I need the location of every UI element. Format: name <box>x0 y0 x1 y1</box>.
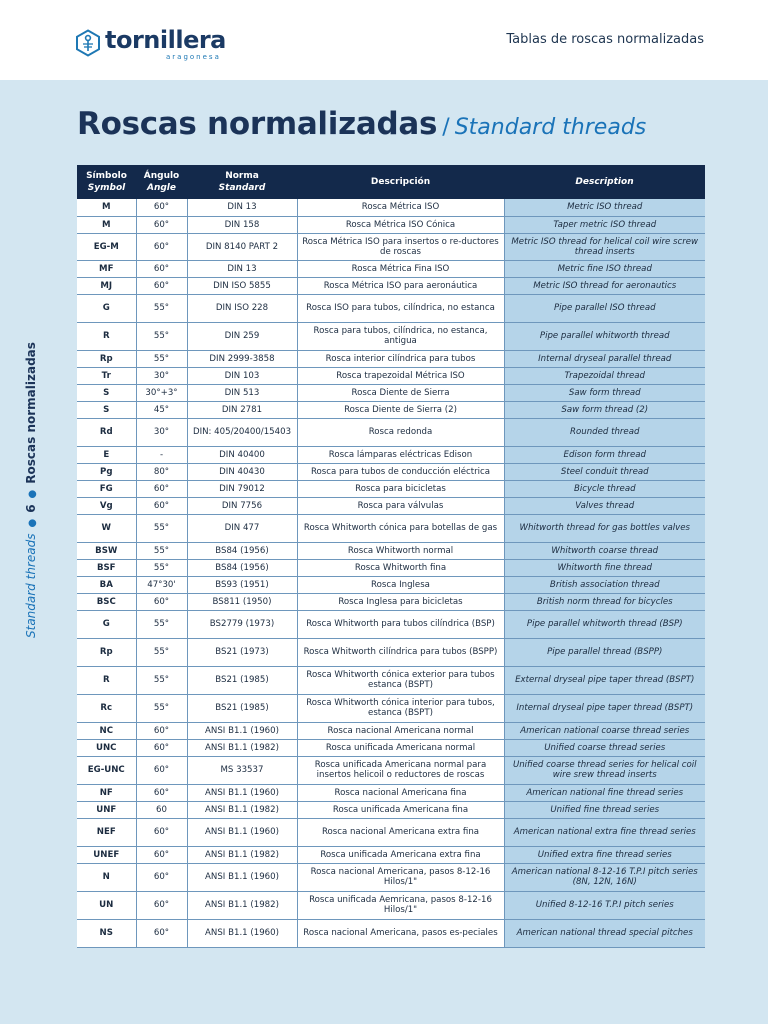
cell-angle: 60° <box>136 593 187 610</box>
cell-standard: DIN 2781 <box>187 401 297 418</box>
table-row <box>77 756 705 784</box>
cell-description-en: American national extra fine thread series <box>504 818 705 846</box>
cell-description-es: Rosca Inglesa para bicicletas <box>297 593 504 610</box>
cell-description-es: Rosca trapezoidal Métrica ISO <box>297 367 504 384</box>
cell-angle: 55° <box>136 322 187 350</box>
table-row <box>77 418 705 446</box>
cell-symbol: MJ <box>77 277 136 294</box>
cell-symbol: E <box>77 446 136 463</box>
cell-standard: BS811 (1950) <box>187 593 297 610</box>
header-standard: Norma Standard <box>187 165 297 199</box>
cell-description-es: Rosca Métrica ISO para aeronáutica <box>297 277 504 294</box>
cell-standard: DIN 7756 <box>187 497 297 514</box>
cell-description-en: Internal dryseal parallel thread <box>504 350 705 367</box>
cell-symbol: R <box>77 322 136 350</box>
cell-standard: BS93 (1951) <box>187 576 297 593</box>
threads-table <box>77 165 705 948</box>
table-row <box>77 514 705 542</box>
cell-angle: 55° <box>136 638 187 666</box>
cell-symbol: BSF <box>77 559 136 576</box>
table-row <box>77 666 705 694</box>
side-section-label <box>22 342 40 638</box>
cell-description-en: Whitworth coarse thread <box>504 542 705 559</box>
cell-angle: 60° <box>136 722 187 739</box>
cell-angle: 60° <box>136 784 187 801</box>
cell-description-es: Rosca unificada Americana fina <box>297 801 504 818</box>
cell-angle: 55° <box>136 610 187 638</box>
cell-description-es: Rosca unificada Aemricana, pasos 8-12-16 Hilos/1" <box>297 891 504 919</box>
cell-description-en: American national thread special pitches <box>504 919 705 947</box>
cell-symbol: NC <box>77 722 136 739</box>
cell-angle: 55° <box>136 350 187 367</box>
table-row <box>77 199 705 216</box>
cell-description-en: Edison form thread <box>504 446 705 463</box>
cell-angle: 55° <box>136 514 187 542</box>
cell-angle: 60° <box>136 216 187 233</box>
cell-standard: BS21 (1985) <box>187 694 297 722</box>
cell-description-es: Rosca Whitworth fina <box>297 559 504 576</box>
cell-standard: BS84 (1956) <box>187 559 297 576</box>
cell-symbol: W <box>77 514 136 542</box>
cell-description-en: Valves thread <box>504 497 705 514</box>
cell-description-es: Rosca Whitworth cónica para botellas de gas <box>297 514 504 542</box>
cell-description-es: Rosca nacional Americana extra fina <box>297 818 504 846</box>
cell-standard: DIN 79012 <box>187 480 297 497</box>
cell-symbol: Rc <box>77 694 136 722</box>
table-row <box>77 216 705 233</box>
table-row <box>77 638 705 666</box>
cell-angle: 60° <box>136 497 187 514</box>
cell-description-es: Rosca Whitworth cónica exterior para tubos estanca (BSPT) <box>297 666 504 694</box>
cell-description-en: Unified coarse thread series for helical coil wire srew thread inserts <box>504 756 705 784</box>
table-row <box>77 739 705 756</box>
cell-description-en: American national 8-12-16 T.P.I pitch series (8N, 12N, 16N) <box>504 863 705 891</box>
side-label-spanish: Roscas normalizadas <box>24 342 38 484</box>
cell-symbol: Vg <box>77 497 136 514</box>
cell-description-en: Whitworth fine thread <box>504 559 705 576</box>
cell-description-en: Saw form thread (2) <box>504 401 705 418</box>
cell-symbol: BSW <box>77 542 136 559</box>
table-row <box>77 891 705 919</box>
cell-symbol: Rd <box>77 418 136 446</box>
cell-description-es: Rosca Métrica Fina ISO <box>297 260 504 277</box>
cell-standard: DIN 8140 PART 2 <box>187 233 297 260</box>
cell-description-en: Pipe parallel whitworth thread (BSP) <box>504 610 705 638</box>
table-row <box>77 559 705 576</box>
table-row <box>77 801 705 818</box>
cell-standard: ANSI B1.1 (1982) <box>187 739 297 756</box>
cell-description-en: Unified coarse thread series <box>504 739 705 756</box>
table-row <box>77 784 705 801</box>
table-row <box>77 260 705 277</box>
cell-description-en: Internal dryseal pipe taper thread (BSPT) <box>504 694 705 722</box>
cell-description-es: Rosca redonda <box>297 418 504 446</box>
cell-angle: 60° <box>136 199 187 216</box>
cell-symbol: S <box>77 401 136 418</box>
cell-standard: DIN 259 <box>187 322 297 350</box>
brand-subtitle: aragonesa <box>166 53 221 61</box>
table-row <box>77 367 705 384</box>
cell-description-en: American national coarse thread series <box>504 722 705 739</box>
cell-symbol: M <box>77 199 136 216</box>
cell-standard: DIN 103 <box>187 367 297 384</box>
cell-standard: BS21 (1985) <box>187 666 297 694</box>
cell-description-en: British norm thread for bicycles <box>504 593 705 610</box>
cell-description-en: Saw form thread <box>504 384 705 401</box>
header-angle: Ángulo Angle <box>136 165 187 199</box>
cell-standard: DIN 477 <box>187 514 297 542</box>
table-body <box>77 199 705 947</box>
header-description-es: Descripción <box>297 165 504 199</box>
cell-description-en: Whitworth thread for gas bottles valves <box>504 514 705 542</box>
cell-symbol: UNEF <box>77 846 136 863</box>
table-row <box>77 322 705 350</box>
cell-symbol: R <box>77 666 136 694</box>
cell-description-es: Rosca Diente de Sierra <box>297 384 504 401</box>
cell-symbol: M <box>77 216 136 233</box>
cell-angle: 60° <box>136 818 187 846</box>
cell-description-en: Metric ISO thread <box>504 199 705 216</box>
cell-symbol: EG-UNC <box>77 756 136 784</box>
table-row <box>77 233 705 260</box>
cell-standard: DIN 2999-3858 <box>187 350 297 367</box>
cell-description-en: Metric fine ISO thread <box>504 260 705 277</box>
table-row <box>77 542 705 559</box>
table-row <box>77 610 705 638</box>
table-header-row <box>77 165 705 199</box>
cell-standard: ANSI B1.1 (1960) <box>187 818 297 846</box>
cell-description-en: Bicycle thread <box>504 480 705 497</box>
cell-symbol: G <box>77 294 136 322</box>
table-row <box>77 480 705 497</box>
table-row <box>77 294 705 322</box>
cell-standard: DIN ISO 228 <box>187 294 297 322</box>
cell-description-en: American national fine thread series <box>504 784 705 801</box>
cell-angle: 55° <box>136 542 187 559</box>
cell-standard: ANSI B1.1 (1982) <box>187 891 297 919</box>
cell-standard: BS84 (1956) <box>187 542 297 559</box>
table-row <box>77 593 705 610</box>
cell-symbol: Rp <box>77 350 136 367</box>
cell-description-es: Rosca Inglesa <box>297 576 504 593</box>
cell-angle: 60° <box>136 480 187 497</box>
cell-standard: DIN ISO 5855 <box>187 277 297 294</box>
cell-description-es: Rosca para tubos, cilíndrica, no estanca, antigua <box>297 322 504 350</box>
cell-description-es: Rosca unificada Americana normal <box>297 739 504 756</box>
cell-standard: DIN 513 <box>187 384 297 401</box>
cell-angle: 60° <box>136 277 187 294</box>
cell-angle: 60° <box>136 260 187 277</box>
cell-description-es: Rosca nacional Americana fina <box>297 784 504 801</box>
cell-description-es: Rosca para válvulas <box>297 497 504 514</box>
cell-symbol: MF <box>77 260 136 277</box>
cell-angle: 55° <box>136 294 187 322</box>
page-header <box>0 0 768 80</box>
page-title <box>77 106 646 142</box>
cell-angle: 60° <box>136 739 187 756</box>
cell-description-en: Unified fine thread series <box>504 801 705 818</box>
section-title: Tablas de roscas normalizadas <box>506 32 704 47</box>
cell-description-en: Trapezoidal thread <box>504 367 705 384</box>
bullet-dot-icon: ● <box>27 489 38 499</box>
cell-description-es: Rosca unificada Americana normal para insertos helicoil o reductores de roscas <box>297 756 504 784</box>
cell-angle: 30°+3° <box>136 384 187 401</box>
cell-description-en: Pipe parallel thread (BSPP) <box>504 638 705 666</box>
brand-name: tornillera <box>105 26 226 54</box>
cell-standard: ANSI B1.1 (1982) <box>187 846 297 863</box>
table-row <box>77 818 705 846</box>
header-description-en: Description <box>504 165 705 199</box>
cell-angle: 55° <box>136 694 187 722</box>
cell-description-en: Metric ISO thread for helical coil wire screw thread inserts <box>504 233 705 260</box>
cell-symbol: Rp <box>77 638 136 666</box>
cell-angle: 60° <box>136 233 187 260</box>
table-row <box>77 846 705 863</box>
cell-standard: DIN 13 <box>187 260 297 277</box>
cell-description-es: Rosca Whitworth cónica interior para tubos, estanca (BSPT) <box>297 694 504 722</box>
cell-description-en: Pipe parallel whitworth thread <box>504 322 705 350</box>
cell-angle: 30° <box>136 367 187 384</box>
header-symbol: Símbolo Symbol <box>77 165 136 199</box>
cell-symbol: NEF <box>77 818 136 846</box>
table-row <box>77 277 705 294</box>
cell-angle: 30° <box>136 418 187 446</box>
cell-description-en: Unified extra fine thread series <box>504 846 705 863</box>
cell-standard: DIN 40430 <box>187 463 297 480</box>
cell-angle: 60° <box>136 891 187 919</box>
table-row <box>77 401 705 418</box>
cell-description-es: Rosca nacional Americana normal <box>297 722 504 739</box>
cell-description-en: Rounded thread <box>504 418 705 446</box>
cell-symbol: NF <box>77 784 136 801</box>
cell-angle: 60° <box>136 863 187 891</box>
cell-angle: 55° <box>136 666 187 694</box>
cell-angle: 60 <box>136 801 187 818</box>
cell-description-es: Rosca Whitworth normal <box>297 542 504 559</box>
cell-symbol: UNC <box>77 739 136 756</box>
cell-standard: DIN 13 <box>187 199 297 216</box>
cell-description-en: British association thread <box>504 576 705 593</box>
title-spanish: Roscas normalizadas <box>77 106 438 142</box>
cell-standard: ANSI B1.1 (1960) <box>187 784 297 801</box>
cell-description-es: Rosca Métrica ISO para insertos o re-ductores de roscas <box>297 233 504 260</box>
cell-standard: ANSI B1.1 (1960) <box>187 722 297 739</box>
cell-description-es: Rosca unificada Americana extra fina <box>297 846 504 863</box>
table-row <box>77 497 705 514</box>
cell-description-en: Metric ISO thread for aeronautics <box>504 277 705 294</box>
cell-description-es: Rosca ISO para tubos, cilíndrica, no estanca <box>297 294 504 322</box>
title-english: Standard threads <box>454 115 647 140</box>
cell-description-es: Rosca nacional Americana, pasos es-peciales <box>297 919 504 947</box>
cell-symbol: FG <box>77 480 136 497</box>
cell-symbol: BSC <box>77 593 136 610</box>
cell-standard: DIN: 405/20400/15403 <box>187 418 297 446</box>
cell-description-es: Rosca Whitworth cilíndrica para tubos (BSPP) <box>297 638 504 666</box>
cell-symbol: BA <box>77 576 136 593</box>
cell-angle: 47°30' <box>136 576 187 593</box>
table-row <box>77 384 705 401</box>
cell-angle: 45° <box>136 401 187 418</box>
cell-symbol: S <box>77 384 136 401</box>
cell-standard: DIN 40400 <box>187 446 297 463</box>
cell-symbol: G <box>77 610 136 638</box>
cell-standard: ANSI B1.1 (1982) <box>187 801 297 818</box>
cell-description-en: External dryseal pipe taper thread (BSPT) <box>504 666 705 694</box>
table-row <box>77 446 705 463</box>
cell-description-es: Rosca para tubos de conducción eléctrica <box>297 463 504 480</box>
cell-description-es: Rosca Métrica ISO <box>297 199 504 216</box>
cell-description-en: Pipe parallel ISO thread <box>504 294 705 322</box>
cell-angle: - <box>136 446 187 463</box>
cell-description-en: Taper metric ISO thread <box>504 216 705 233</box>
cell-standard: DIN 158 <box>187 216 297 233</box>
bolt-hexagon-icon <box>74 29 102 57</box>
cell-symbol: NS <box>77 919 136 947</box>
cell-description-es: Rosca lámparas eléctricas Edison <box>297 446 504 463</box>
cell-symbol: EG-M <box>77 233 136 260</box>
cell-description-es: Rosca interior cilíndrica para tubos <box>297 350 504 367</box>
side-label-english: Standard threads <box>24 533 38 638</box>
table-row <box>77 863 705 891</box>
cell-angle: 60° <box>136 846 187 863</box>
cell-angle: 80° <box>136 463 187 480</box>
cell-standard: BS21 (1973) <box>187 638 297 666</box>
cell-symbol: UNF <box>77 801 136 818</box>
cell-description-es: Rosca para bicicletas <box>297 480 504 497</box>
cell-standard: ANSI B1.1 (1960) <box>187 919 297 947</box>
cell-description-en: Steel conduit thread <box>504 463 705 480</box>
cell-angle: 60° <box>136 919 187 947</box>
cell-angle: 60° <box>136 756 187 784</box>
cell-description-es: Rosca Diente de Sierra (2) <box>297 401 504 418</box>
table-row <box>77 919 705 947</box>
cell-symbol: N <box>77 863 136 891</box>
cell-standard: ANSI B1.1 (1960) <box>187 863 297 891</box>
cell-description-en: Unified 8-12-16 T.P.I pitch series <box>504 891 705 919</box>
cell-symbol: Pg <box>77 463 136 480</box>
cell-description-es: Rosca nacional Americana, pasos 8-12-16 Hilos/1" <box>297 863 504 891</box>
title-separator: / <box>442 115 450 140</box>
cell-angle: 55° <box>136 559 187 576</box>
table-row <box>77 463 705 480</box>
cell-description-es: Rosca Whitworth para tubos cilíndrica (BSP) <box>297 610 504 638</box>
cell-standard: BS2779 (1973) <box>187 610 297 638</box>
table-row <box>77 694 705 722</box>
side-section-number: 6 <box>24 504 38 513</box>
table-row <box>77 350 705 367</box>
cell-description-es: Rosca Métrica ISO Cónica <box>297 216 504 233</box>
table-row <box>77 576 705 593</box>
cell-symbol: UN <box>77 891 136 919</box>
bullet-dot-icon: ● <box>27 518 38 528</box>
cell-standard: MS 33537 <box>187 756 297 784</box>
table-row <box>77 722 705 739</box>
cell-symbol: Tr <box>77 367 136 384</box>
